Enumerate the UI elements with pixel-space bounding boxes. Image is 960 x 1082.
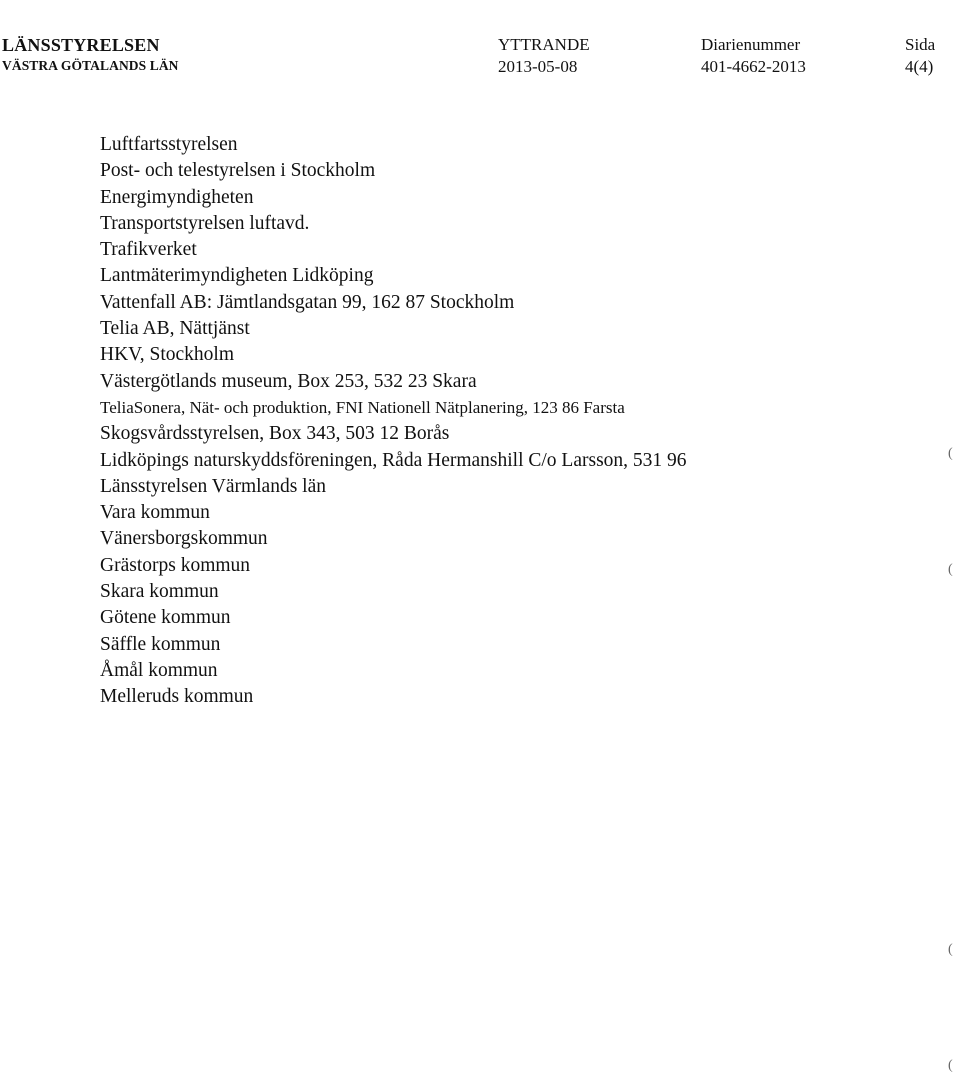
list-item: Länsstyrelsen Värmlands län xyxy=(100,475,327,497)
page-number: 4(4) xyxy=(905,57,934,76)
list-item: Vara kommun xyxy=(100,502,210,524)
list-item: Vänersborgskommun xyxy=(100,528,268,550)
list-item: Transportstyrelsen luftavd. xyxy=(100,212,310,234)
list-item: Melleruds kommun xyxy=(100,686,254,708)
organization-region: VÄSTRA GÖTALANDS LÄN xyxy=(2,58,179,73)
diary-label: Diarienummer xyxy=(701,35,801,54)
scan-margin-mark: ( xyxy=(948,1058,953,1073)
scan-margin-mark: ( xyxy=(948,562,953,577)
list-item: Skara kommun xyxy=(100,581,219,603)
list-item: HKV, Stockholm xyxy=(100,344,234,366)
page-label: Sida xyxy=(905,35,936,54)
list-item: Energimyndigheten xyxy=(100,186,254,208)
document-date: 2013-05-08 xyxy=(498,57,578,76)
diary-number: 401-4662-2013 xyxy=(701,57,806,76)
list-item: Götene kommun xyxy=(100,607,231,629)
list-item: Säffle kommun xyxy=(100,633,221,655)
list-item: Telia AB, Nättjänst xyxy=(100,318,250,340)
list-item: TeliaSonera, Nät- och produktion, FNI Nationell Nätplanering, 123 86 Farsta xyxy=(100,397,625,417)
list-item: Trafikverket xyxy=(100,239,197,261)
organization-name: LÄNSSTYRELSEN xyxy=(2,35,160,55)
scan-margin-mark: ( xyxy=(948,942,953,957)
scan-margin-mark: ( xyxy=(948,446,953,461)
document-type: YTTRANDE xyxy=(498,35,590,54)
list-item: Post- och telestyrelsen i Stockholm xyxy=(100,160,376,182)
list-item: Lantmäterimyndigheten Lidköping xyxy=(100,265,374,287)
recipient-list xyxy=(100,132,687,711)
list-item: Vattenfall AB: Jämtlandsgatan 99, 162 87 Stockholm xyxy=(100,291,515,313)
list-item: Lidköpings naturskyddsföreningen, Råda Hermanshill C/o Larsson, 531 96 xyxy=(100,449,687,471)
list-item: Skogsvårdsstyrelsen, Box 343, 503 12 Borås xyxy=(100,423,450,445)
diary-block xyxy=(701,34,806,78)
document-type-block xyxy=(498,34,590,78)
document-header xyxy=(0,34,960,84)
page-block xyxy=(905,34,935,78)
list-item: Grästorps kommun xyxy=(100,554,251,576)
list-item: Luftfartsstyrelsen xyxy=(100,134,238,155)
organization-block xyxy=(2,34,179,76)
list-item: Västergötlands museum, Box 253, 532 23 Skara xyxy=(100,370,477,392)
list-item: Åmål kommun xyxy=(100,659,218,681)
